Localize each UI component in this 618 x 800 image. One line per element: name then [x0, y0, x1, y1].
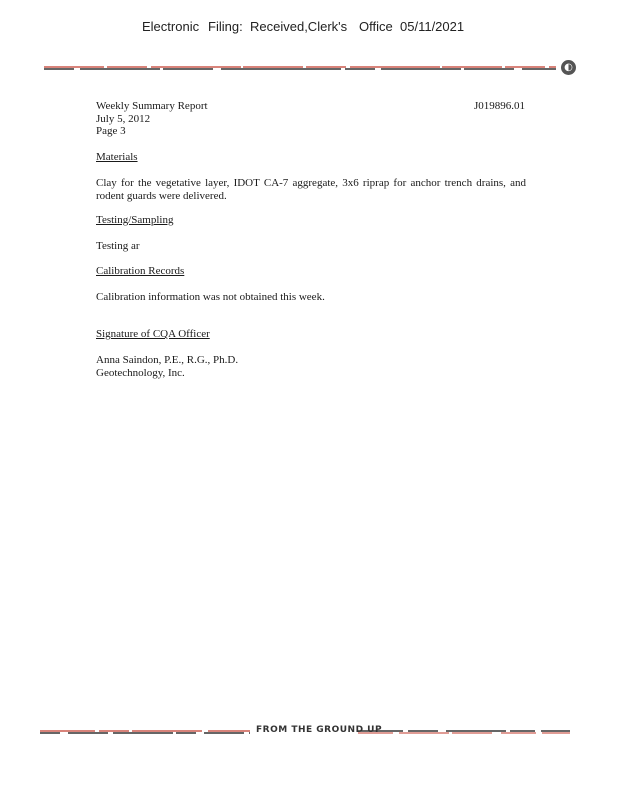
section-title-signature: Signature of CQA Officer [96, 328, 210, 340]
footer-tagline: FROM THE GROUND UP [256, 725, 383, 735]
stamp-word-received: Received,Clerk's [250, 19, 348, 34]
stamp-date: 05/11/2021 [400, 19, 465, 34]
section-body-materials: Clay for the vegetative layer, IDOT CA-7 aggregate, 3x6 riprap for anchor trench drains, and rodent guards were delivered. [96, 177, 526, 202]
signatory-company: Geotechnology, Inc. [96, 367, 185, 379]
header-rule [44, 64, 556, 72]
stamp-word-office: Office [359, 19, 393, 34]
section-title-testing: Testing/Sampling [96, 214, 174, 226]
signatory-name: Anna Saindon, P.E., R.G., Ph.D. [96, 354, 239, 366]
document-number: J019896.01 [474, 100, 526, 112]
section-title-materials: Materials [96, 151, 138, 163]
page-number: Page 3 [96, 125, 126, 137]
report-header [96, 100, 208, 138]
stamp-word-electronic: Electronic [142, 19, 200, 34]
section-title-calibration: Calibration Records [96, 265, 185, 277]
section-body-testing: Testing ar [96, 240, 140, 252]
report-title: Weekly Summary Report [96, 100, 208, 112]
section-body-calibration: Calibration information was not obtained this week. [96, 291, 325, 303]
company-logo-icon: ◐ [561, 60, 576, 75]
stamp-word-filing: Filing: [208, 19, 243, 34]
report-date: July 5, 2012 [96, 112, 151, 125]
